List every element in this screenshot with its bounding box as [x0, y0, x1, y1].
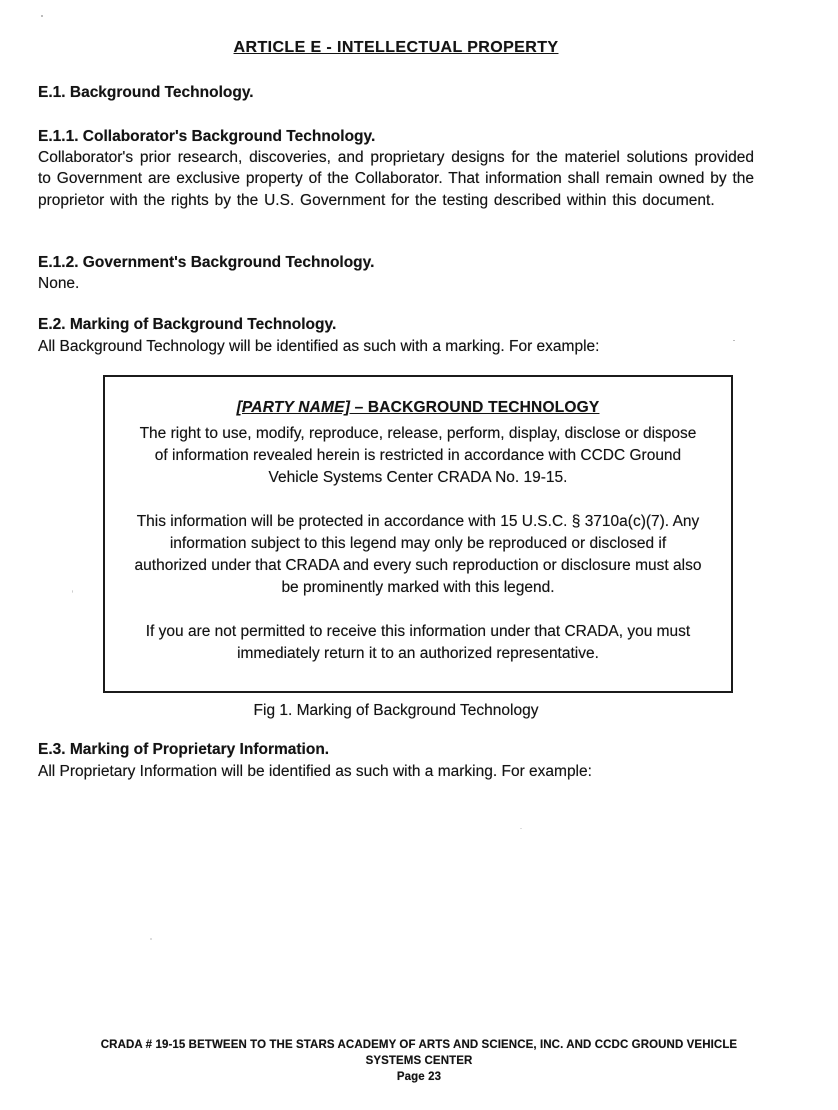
scan-speck [72, 590, 73, 593]
section-e11-body: Collaborator's prior research, discoveries, and proprietary designs for the materiel solutions provided to Government are exclusive property of the Collaborator. That information shall remain owned by the proprietor with the rights by the U.S. Government for the testing described within this document. [38, 149, 754, 209]
scan-speck [733, 340, 735, 341]
section-e11-heading: E.1.1. Collaborator's Background Technology. [38, 128, 376, 145]
section-e12-heading: E.1.2. Government's Background Technology. [38, 254, 375, 271]
page-title: ARTICLE E - INTELLECTUAL PROPERTY [233, 39, 559, 56]
section-e2-heading: E.2. Marking of Background Technology. [38, 316, 337, 333]
scan-speck [150, 938, 152, 940]
legend-paragraph-3: If you are not permitted to receive this information under that CRADA, you must immediately return it to an authorized representative. [145, 623, 691, 662]
legend-box-title [133, 397, 703, 419]
footer-line2: SYSTEMS CENTER [365, 1055, 473, 1067]
section-e2-body: All Background Technology will be identified as such with a marking. For example: [38, 338, 600, 355]
legend-paragraph-2: This information will be protected in accordance with 15 U.S.C. § 3710a(c)(7). Any information subject to this legend may only be reproduced or disclosed if authorized under that CRADA and every such reproduction or disclosure must also be prominently marked with this legend. [134, 513, 702, 596]
figure-caption: Fig 1. Marking of Background Technology [253, 702, 539, 719]
footer-line1: CRADA # 19-15 BETWEEN TO THE STARS ACADEMY OF ARTS AND SCIENCE, INC. AND CCDC GROUND VEHICLE [100, 1039, 738, 1051]
section-e12-body: None. [38, 275, 80, 292]
section-e3-heading: E.3. Marking of Proprietary Information. [38, 741, 330, 758]
scan-speck [520, 828, 522, 829]
page-footer [0, 1037, 838, 1085]
footer-page-number: Page 23 [396, 1071, 442, 1083]
legend-paragraph-1: The right to use, modify, reproduce, release, perform, display, disclose or dispose of information revealed herein is restricted in accordance with CCDC Ground Vehicle Systems Center CRADA No. 19-15. [139, 425, 697, 486]
legend-title-suffix: – BACKGROUND TECHNOLOGY [350, 399, 600, 416]
section-e3-body: All Proprietary Information will be identified as such with a marking. For example: [38, 763, 592, 780]
scan-speck [41, 15, 43, 17]
background-technology-legend-box [103, 375, 733, 693]
section-e1-heading: E.1. Background Technology. [38, 84, 254, 101]
legend-party-name: [PARTY NAME] [236, 399, 351, 416]
